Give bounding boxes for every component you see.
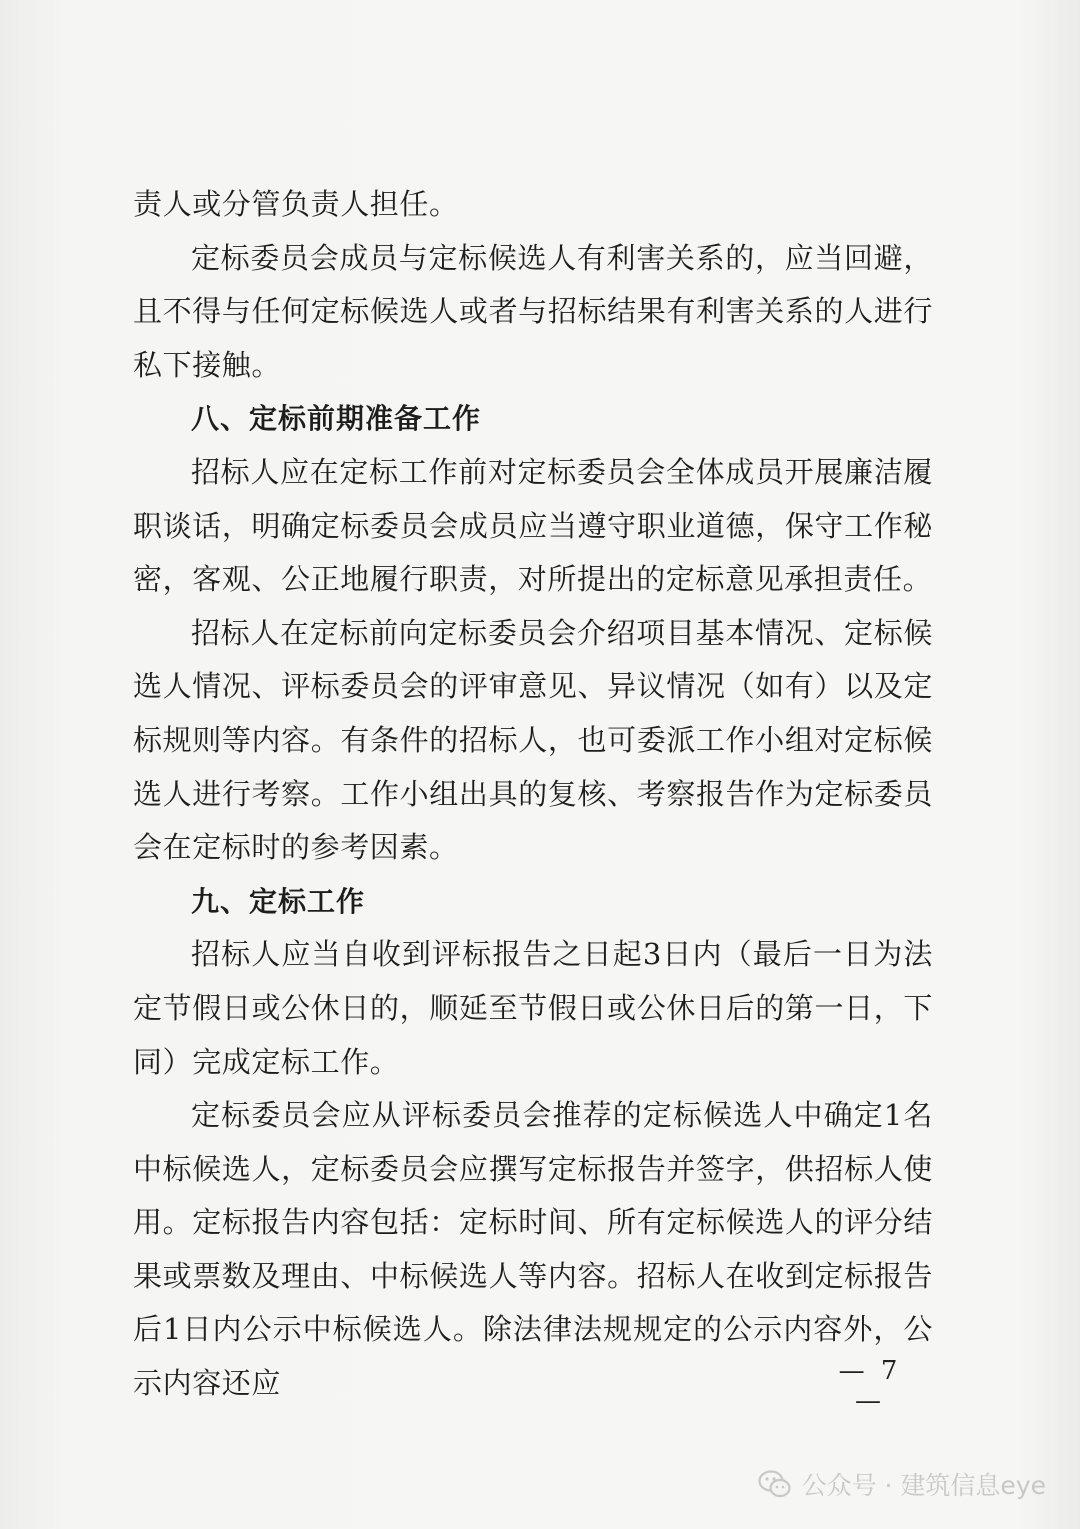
section-heading-8: 八、定标前期准备工作 — [191, 402, 482, 436]
page-number: — 7 — — [838, 1356, 902, 1416]
paragraph-deadline: 招标人应当自收到评标报告之日起3日内（最后一日为法定节假日或公休日的，顺延至节假日或公休日后的第一日，下同）完成定标工作。 — [133, 937, 933, 1079]
watermark — [758, 1466, 1046, 1502]
paragraph-integrity-talk: 招标人应在定标工作前对定标委员会全体成员开展廉洁履职谈话，明确定标委员会成员应当遵守职业道德，保守工作秘密，客观、公正地履行职责，对所提出的定标意见承担责任。 — [133, 454, 933, 597]
paragraph-project-intro: 招标人在定标前向定标委员会介绍项目基本情况、定标候选人情况、评标委员会的评审意见、异议情况（如有）以及定标规则等内容。有条件的招标人，也可委派工作小组对定标候选人进行考察。工作小组出具的复核、考察报告作为定标委员会在定标时的参考因素。 — [133, 615, 933, 865]
document-body — [133, 178, 933, 1411]
paragraph-recusal: 定标委员会成员与定标候选人有利害关系的，应当回避，且不得与任何定标候选人或者与招标结果有利害关系的人进行私下接触。 — [133, 240, 933, 382]
paragraph-committee-report: 定标委员会应从评标委员会推荐的定标候选人中确定1名中标候选人，定标委员会应撰写定标报告并签字，供招标人使用。定标报告内容包括：定标时间、所有定标候选人的评分结果或票数及理由、中标候选人等内容。招标人在收到定标报告后1日内公示中标候选人。除法律法规规定的公示内容外，公示内容还应 — [133, 1098, 933, 1401]
wechat-icon — [758, 1469, 792, 1499]
watermark-text: 公众号 · 建筑信息eye — [801, 1471, 1046, 1500]
section-heading-9: 九、定标工作 — [191, 884, 366, 918]
paragraph-continuation: 责人或分管负责人担任。 — [133, 187, 459, 221]
